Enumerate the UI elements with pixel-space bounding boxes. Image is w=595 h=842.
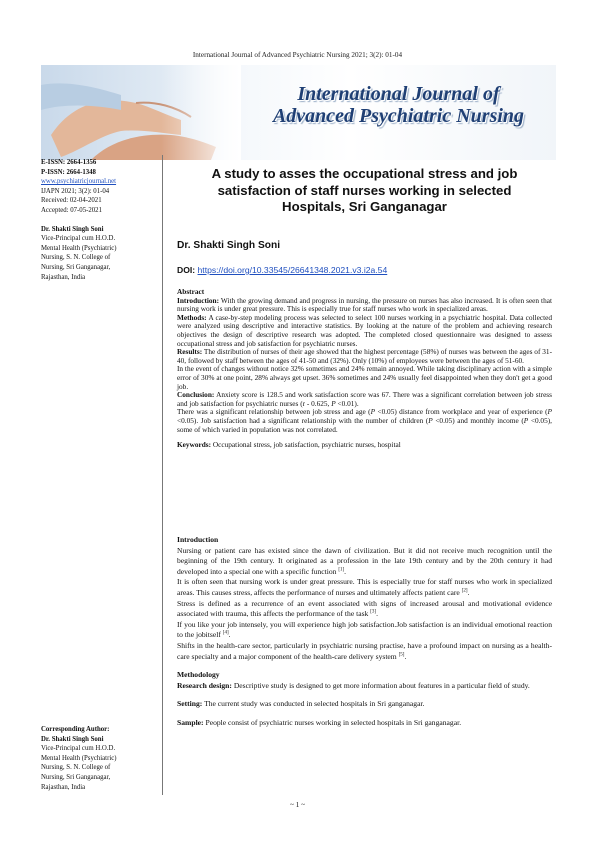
- text: There was a significant relationship between job stress and age (: [177, 407, 371, 417]
- corresponding-affiliation-line: Mental Health (Psychiatric): [41, 754, 117, 762]
- text: .: [228, 630, 231, 640]
- introduction-heading: Introduction: [177, 535, 219, 544]
- intro-paragraph: [177, 546, 552, 578]
- text: It is often seen that nursing work is under great pressure. This is especially true for staff nurses who work in specialized areas. This causes stress, affects the performance of nurses and ultimately affects patient care: [177, 577, 552, 597]
- text: A case-by-step modeling process was selected to select 100 nurses working in a psychiatric hospital. Data collected were analyzed using descriptive and interactive statistics. By looking at the nature of the problem and achieving research objectives the design of descriptive research was adopted. The completed closed questionnaire was designed to assess occupational stress and job satisfaction for psychiatric nurses.: [177, 312, 553, 348]
- citation-ref: [2]: [461, 588, 468, 594]
- label: Research design:: [177, 680, 232, 690]
- pissn: P-ISSN: 2664-1348: [41, 168, 96, 176]
- text: .: [404, 651, 407, 661]
- text: .: [344, 566, 347, 576]
- author-affiliation-line: Nursing, Sri Ganganagar,: [41, 263, 111, 271]
- citation-ref: [1]: [338, 567, 345, 573]
- eissn: E-ISSN: 2664-1356: [41, 159, 97, 166]
- label: Introduction:: [177, 295, 220, 305]
- article-info-sidebar: [41, 158, 159, 282]
- intro-paragraph: [177, 641, 552, 662]
- author-name: Dr. Shakti Singh Soni: [41, 225, 104, 233]
- journal-header: International Journal of Advanced Psychiatric Nursing 2021; 3(2): 01-04: [192, 51, 403, 59]
- text: Anxiety score is 128.5 and work satisfaction score was 67. There was a significant correlation between job stress and job satisfaction for psychiatric nurses (r - 0.625,: [177, 390, 552, 408]
- setting: [177, 699, 552, 710]
- label: Methods:: [177, 312, 207, 322]
- citation-ref: [3]: [370, 609, 377, 615]
- label: Sample:: [177, 717, 204, 727]
- p-symbol: P: [523, 415, 529, 425]
- text: <0.05) and monthly income (: [435, 415, 524, 425]
- title-line: satisfaction of staff nurses working in selected: [217, 182, 512, 198]
- abstract-introduction: [177, 297, 552, 314]
- banner-title-line2: Advanced Psychiatric Nursing: [272, 105, 525, 127]
- p-symbol: P: [428, 415, 433, 425]
- doi-line: [177, 265, 387, 275]
- doi-link[interactable]: https://doi.org/10.33545/26641348.2021.v3.i2a.54: [197, 265, 388, 275]
- abstract-methods: [177, 314, 552, 348]
- text: The current study was conducted in selected hospitals in Sri ganganagar.: [204, 699, 425, 709]
- page-number: ~ 1 ~: [290, 801, 305, 809]
- text: Stress is defined as a recurrence of an event associated with signs of increased arousal and motivational evidence associated with trauma, this affects the performance of the task: [177, 598, 552, 619]
- title-line: A study to asses the occupational stress and job: [211, 166, 518, 181]
- label: Setting:: [177, 699, 203, 709]
- corresponding-name: Dr. Shakti Singh Soni: [41, 735, 104, 743]
- article-author: Dr. Shakti Singh Soni: [177, 240, 281, 251]
- abstract-results-2: In the event of changes without notice 32% sometimes and 24% remain annoyed. While taking disciplinary action with a simple error of 30% at one point, 28% always get upset. 36% sometimes and 24% usually feel disappointed when they don't get a good job.: [177, 364, 552, 391]
- corresponding-affiliation-line: Rajasthan, India: [41, 783, 86, 791]
- abstract-conclusion-2: [177, 408, 552, 434]
- p-symbol: P: [547, 407, 552, 417]
- author-affiliation-line: Rajasthan, India: [41, 273, 86, 281]
- text: .: [467, 587, 470, 597]
- text: <0.05). Job satisfaction had a significant relationship with the number of children (: [177, 415, 429, 425]
- text: Nursing or patient care has existed since the dawn of civilization. But it did not receive much recognition until the beginning of the 19th century. It originated as a profession in the late 19th century and by the 20th century it had developed into a special one with a specific function: [177, 545, 552, 576]
- citation-ref: [5]: [398, 652, 405, 657]
- journal-website-link[interactable]: www.psychiatricjournal.net: [41, 178, 117, 186]
- ijapn-citation: IJAPN 2021; 3(2): 01-04: [41, 187, 110, 195]
- text: Shifts in the health-care sector, particularly in psychiatric nursing practise, have a profound impact on nursing as a health-care specialty and a major component of the health-care delivery system: [177, 640, 552, 661]
- journal-banner: [41, 65, 556, 160]
- abstract-block: [177, 288, 552, 450]
- accepted-date: Accepted: 07-05-2021: [41, 206, 102, 214]
- corresponding-affiliation-line: Nursing, Sri Ganganagar,: [41, 773, 111, 781]
- text: People consist of psychiatric nurses working in selected hospitals in Sri ganganagar.: [205, 717, 462, 727]
- intro-paragraph: [177, 620, 552, 641]
- intro-paragraph: [177, 577, 552, 598]
- article-title: [177, 166, 552, 216]
- keywords: [177, 441, 552, 450]
- corresponding-label: Corresponding Author:: [41, 726, 110, 733]
- text: <0.01).: [337, 398, 359, 408]
- text: <0.05), some of which varied in population was not correlated.: [177, 415, 552, 434]
- abstract-results: [177, 348, 552, 365]
- author-affiliation-line: Mental Health (Psychiatric): [41, 244, 117, 252]
- author-affiliation-line: Vice-Principal cum H.O.D.: [41, 235, 116, 243]
- author-affiliation-line: Nursing, S. N. College of: [41, 254, 111, 262]
- methodology-heading: Methodology: [177, 670, 220, 680]
- corresponding-author-block: [41, 725, 159, 792]
- sample: [177, 718, 552, 729]
- label: Results:: [177, 347, 203, 357]
- label: Conclusion:: [177, 390, 215, 400]
- citation-ref: [4]: [222, 630, 229, 636]
- text: .: [376, 609, 378, 619]
- title-line: Hospitals, Sri Ganganagar: [282, 199, 447, 214]
- corresponding-affiliation-line: Vice-Principal cum H.O.D.: [41, 745, 116, 753]
- label: Keywords:: [177, 440, 212, 450]
- text: If you like your job intensely, you will experience high job satisfaction.Job satisfaction is an individual emotional reaction to the jobitself: [177, 619, 552, 640]
- banner-title: [241, 83, 556, 127]
- text: Occupational stress, job satisfaction, psychiatric nurses, hospital: [212, 440, 401, 450]
- p-symbol: P: [370, 407, 376, 417]
- text: The distribution of nurses of their age showed that the highest percentage (58%) of nurses was between the ages of 31-40, followed by staff between the ages of 41-50 and (32%). Only (10%) of employees were between the ages of 51-60.: [177, 347, 552, 365]
- sidebar-divider: [162, 155, 163, 795]
- received-date: Received: 02-04-2021: [41, 197, 102, 205]
- banner-title-line1: International Journal of: [297, 83, 500, 105]
- abstract-conclusion: [177, 391, 552, 408]
- abstract-heading: Abstract: [177, 287, 205, 296]
- intro-paragraph: [177, 599, 552, 620]
- corresponding-affiliation-line: Nursing, S. N. College of: [41, 764, 111, 772]
- text: With the growing demand and progress in nursing, the pressure on nurses has also increased. It is often seen that nursing work is under great pressure. This is especially true for staff nurses who work in specialized areas.: [177, 295, 552, 314]
- p-symbol: P: [331, 398, 336, 408]
- text: <0.05) distance from workplace and year of experience (: [377, 407, 548, 417]
- research-design: [177, 681, 552, 692]
- text: Descriptive study is designed to get more information about features in a particular field of study.: [233, 680, 530, 690]
- hands-photo-icon: [41, 65, 241, 160]
- doi-label: DOI:: [177, 265, 196, 275]
- body-sections: [177, 535, 552, 729]
